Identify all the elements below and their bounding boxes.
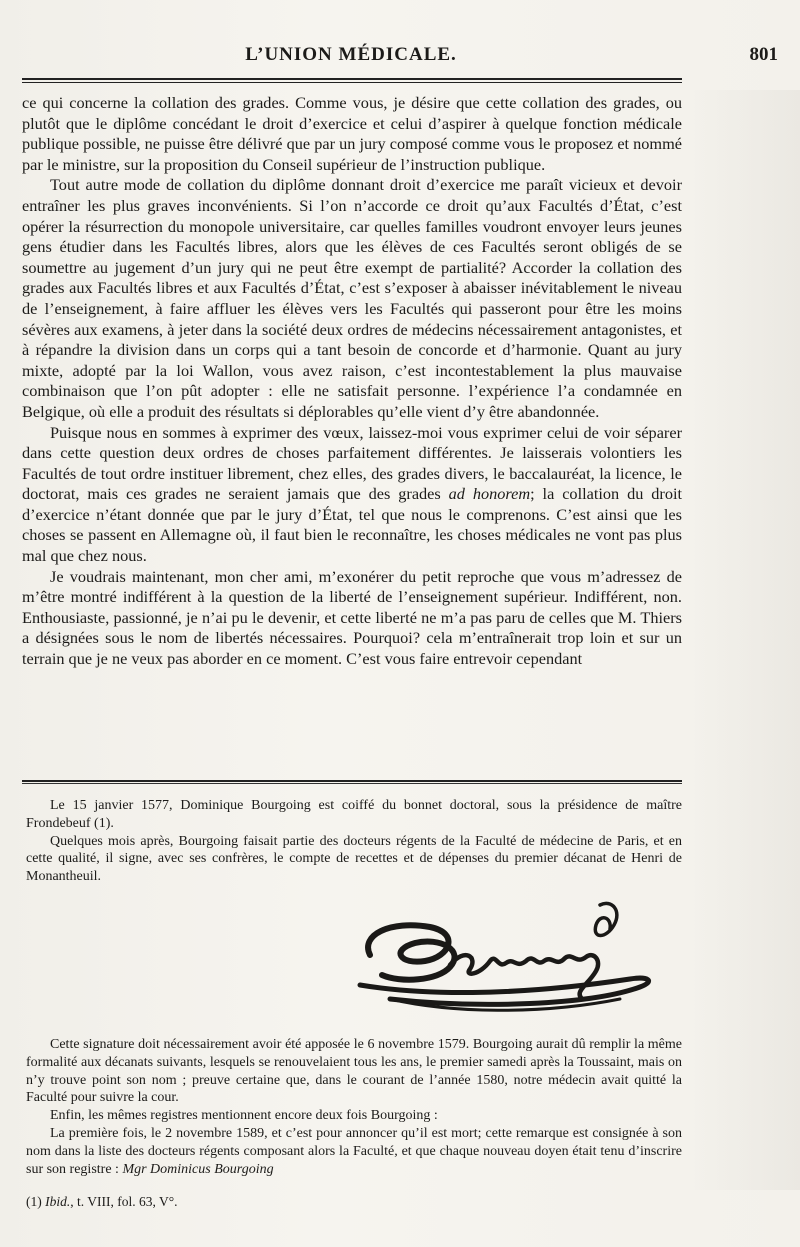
note-paragraph: Quelques mois après, Bourgoing faisait partie des docteurs régents de la Faculté de médecine de Paris, et en cette qualité, il signe, avec ses confrères, le compte de recettes et de dépenses du premier décanat de Henri de Monantheuil. <box>26 833 682 885</box>
footnote-text: , t. VIII, fol. 63, V°. <box>70 1194 178 1209</box>
page-header <box>20 44 778 74</box>
header-rule <box>22 78 682 83</box>
note-paragraph <box>26 1125 682 1178</box>
notes-section <box>26 797 682 886</box>
italic-phrase: ad honorem <box>448 484 531 504</box>
paragraph-part: ; la collation du droit d’exercice n’étant donnée que par le jury d’État, tel que nous le comprenons. C’est ainsi que les choses se passent en Allemagne où, il faut bien le reconnaître, les choses médicales ne vont pas plus mal que chez nous. <box>22 484 683 566</box>
note-paragraph: Le 15 janvier 1577, Dominique Bourgoing est coiffé du bonnet doctoral, sous la présidence de maître Frondebeuf (1). <box>26 798 682 831</box>
margin-bleed <box>690 90 800 1190</box>
paragraph: Je voudrais maintenant, mon cher ami, m’exonérer du petit reproche que vous m’adressez de m’être montré indifférent à la question de la liberté de l’enseignement supérieur. Indifférent, non. Enthousiaste, passionné, je n’ai pu le devenir, et cette liberté ne m’a pas paru de celles que M. Thiers a désignées sous le nom de libertés nécessaires. Pourquoi? cela m’entraînerait trop loin et sur un terrain que je ne veux pas aborder en ce moment. C’est vous faire entrevoir cependant <box>22 566 682 669</box>
page-number: 801 <box>749 44 778 65</box>
footnote-marker: (1) <box>26 1194 42 1209</box>
notes-continued <box>26 1036 682 1178</box>
paragraph: ce qui concerne la collation des grades. Comme vous, je désire que cette collation des grades, ou plutôt que le diplôme concédant le droit d’exercice et celui d’aspirer à quelque fonction médicale publique possible, ne puisse être délivré que par un jury composé comme vous le proposez et nommé par le ministre, sur la proposition du Conseil supérieur de l’instruction publique. <box>22 93 682 174</box>
footnote <box>26 1194 178 1210</box>
running-title: L’UNION MÉDICALE. <box>245 44 457 65</box>
section-rule <box>22 780 682 784</box>
paragraph-part: Puisque nous en sommes à exprimer des vœux, laissez-moi vous exprimer celui de voir séparer dans cette question deux ordres de choses parfaitement différentes. Je laisserais volontiers les Facultés de tout ordre instituer librement, chez elles, des grades divers, le baccalauréat, la licence, le doctorat, mais ces grades ne seraient jamais que des grades <box>22 422 682 504</box>
paragraph: Tout autre mode de collation du diplôme donnant droit d’exercice me paraît vicieux et devoir entraîner les plus graves inconvénients. Si l’on n’accorde ce droit qu’aux Facultés d’État, c’est opérer la résurrection du monopole universitaire, car quelles familles voudront envoyer leurs jeunes gens étudier dans les Facultés libres, alors que les élèves de ces Facultés seront obligés de se soumettre au jugement d’un jury qui ne peut être exempt de partialité? Accorder la collation des grades aux Facultés libres et aux Facultés d’État, c’est s’exposer à abaisser inévitablement le niveau de l’enseignement, à faire affluer les élèves vers les Facultés qui passeront pour être les moins sévères aux examens, à jeter dans la société deux ordres de médecins nécessairement antagonistes, et à répandre la division dans un corps qui a tant besoin de concorde et d’harmonie. Quant au jury mixte, adopté par la loi Wallon, vous avez raison, c’est incontestablement la plus mauvaise combinaison que l’on pût adopter : elle ne satisfait personne. l’expérience l’a condamnée en Belgique, où elle a produit des résultats si déplorables qu’elle vient d’y être abandonnée. <box>22 175 682 421</box>
handwritten-signature-icon <box>330 895 670 1025</box>
registry-name: Mgr Dominicus Bourgoing <box>122 1161 274 1177</box>
note-paragraph: Enfin, les mêmes registres mentionnent encore deux fois Bourgoing : <box>50 1108 438 1124</box>
paragraph <box>22 423 682 567</box>
note-paragraph: Cette signature doit nécessairement avoir été apposée le 6 novembre 1579. Bourgoing aurait dû remplir la même formalité aux décanats suivants, lesquels se renouvelaient tous les ans, le premier samedi après la Toussaint, mais on n’y trouve point son nom ; preuve certaine que, dans le courant de l’année 1580, notre médecin avait quitté la Faculté pour suivre la cour. <box>26 1037 682 1106</box>
note-text: La première fois, le 2 novembre 1589, et c’est pour annoncer qu’il est mort; cette remarque est consignée à son nom dans la liste des docteurs régents composant alors la Faculté, et que chaque nouveau doyen était tenu d’inscrire sur son registre : <box>26 1125 682 1177</box>
main-text <box>22 93 682 670</box>
footnote-ref: Ibid. <box>45 1194 71 1209</box>
